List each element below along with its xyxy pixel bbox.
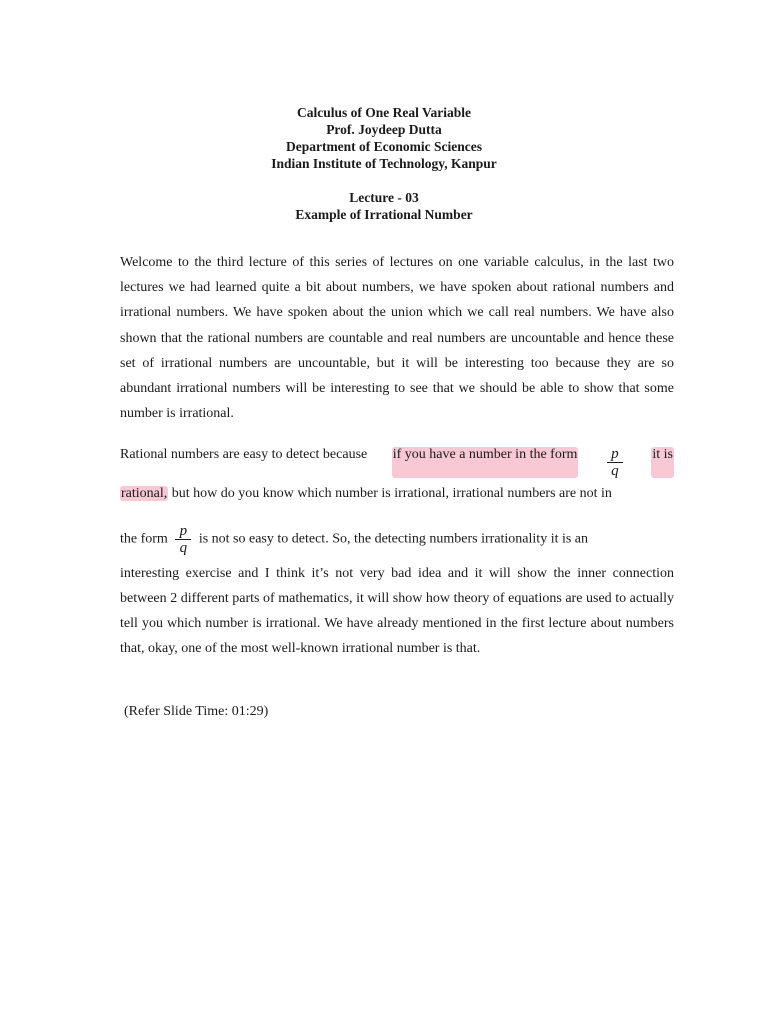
paragraph-rational-line-2 — [120, 486, 674, 502]
fraction-denominator: q — [611, 463, 619, 479]
refer-slide-time: (Refer Slide Time: 01:29) — [124, 704, 269, 719]
fraction-numerator: p — [611, 446, 619, 462]
highlight-form-text: if you have a number in the form — [392, 447, 578, 462]
fraction-numerator-2: p — [179, 523, 188, 539]
highlight-it-is: it is — [651, 447, 674, 478]
highlight-form — [392, 447, 579, 478]
paragraph-rational-line-1 — [120, 447, 674, 478]
highlight-rational: rational, — [121, 486, 168, 501]
fraction-p-over-q — [607, 447, 623, 478]
lecture-topic: Example of Irrational Number — [295, 207, 473, 222]
department-name: Department of Economic Sciences — [285, 139, 483, 154]
institute-name: Indian Institute of Technology, Kanpur — [271, 156, 497, 171]
fraction-p-over-q-2 — [175, 524, 191, 555]
course-title: Calculus of One Real Variable — [296, 105, 471, 120]
professor-name: Prof. Joydeep Dutta — [326, 122, 442, 137]
paragraph-rational-text-1: Rational numbers are easy to detect because — [120, 447, 368, 462]
fraction-denominator-2: q — [179, 540, 188, 556]
lecture-number: Lecture - 03 — [349, 190, 419, 205]
paragraph-intro: Welcome to the third lecture of this series of lectures on one variable calculus, in the last two lectures we had learned quite a bit about numbers, we have spoken about rational numbers and irrational numbers. We have spoken about the union which we call real numbers. We have also shown that the rational numbers are countable and real numbers are uncountable and hence these set of irrational numbers are uncountable, but it will be interesting too because they are so abundant irrational numbers will be interesting to see that we should be able to show that some number is irrational. — [120, 255, 674, 422]
paragraph-rational-line-3 — [120, 524, 674, 555]
paragraph-rational-text-2: but how do you know which number is irrational, irrational numbers are not in — [171, 486, 612, 501]
document-header — [0, 104, 768, 223]
paragraph-rational-text-3: is not so easy to detect. So, the detecting numbers irrationality it is an — [198, 531, 589, 547]
paragraph-form-text: the form — [120, 531, 168, 547]
paragraph-rest: interesting exercise and I think it’s not very bad idea and it will show the inner connection between 2 different parts of mathematics, it will show how theory of equations are used to actually tell you which number is irrational. We have already mentioned in the first lecture about numbers that, okay, one of the most well-known irrational number is that. — [120, 566, 674, 656]
